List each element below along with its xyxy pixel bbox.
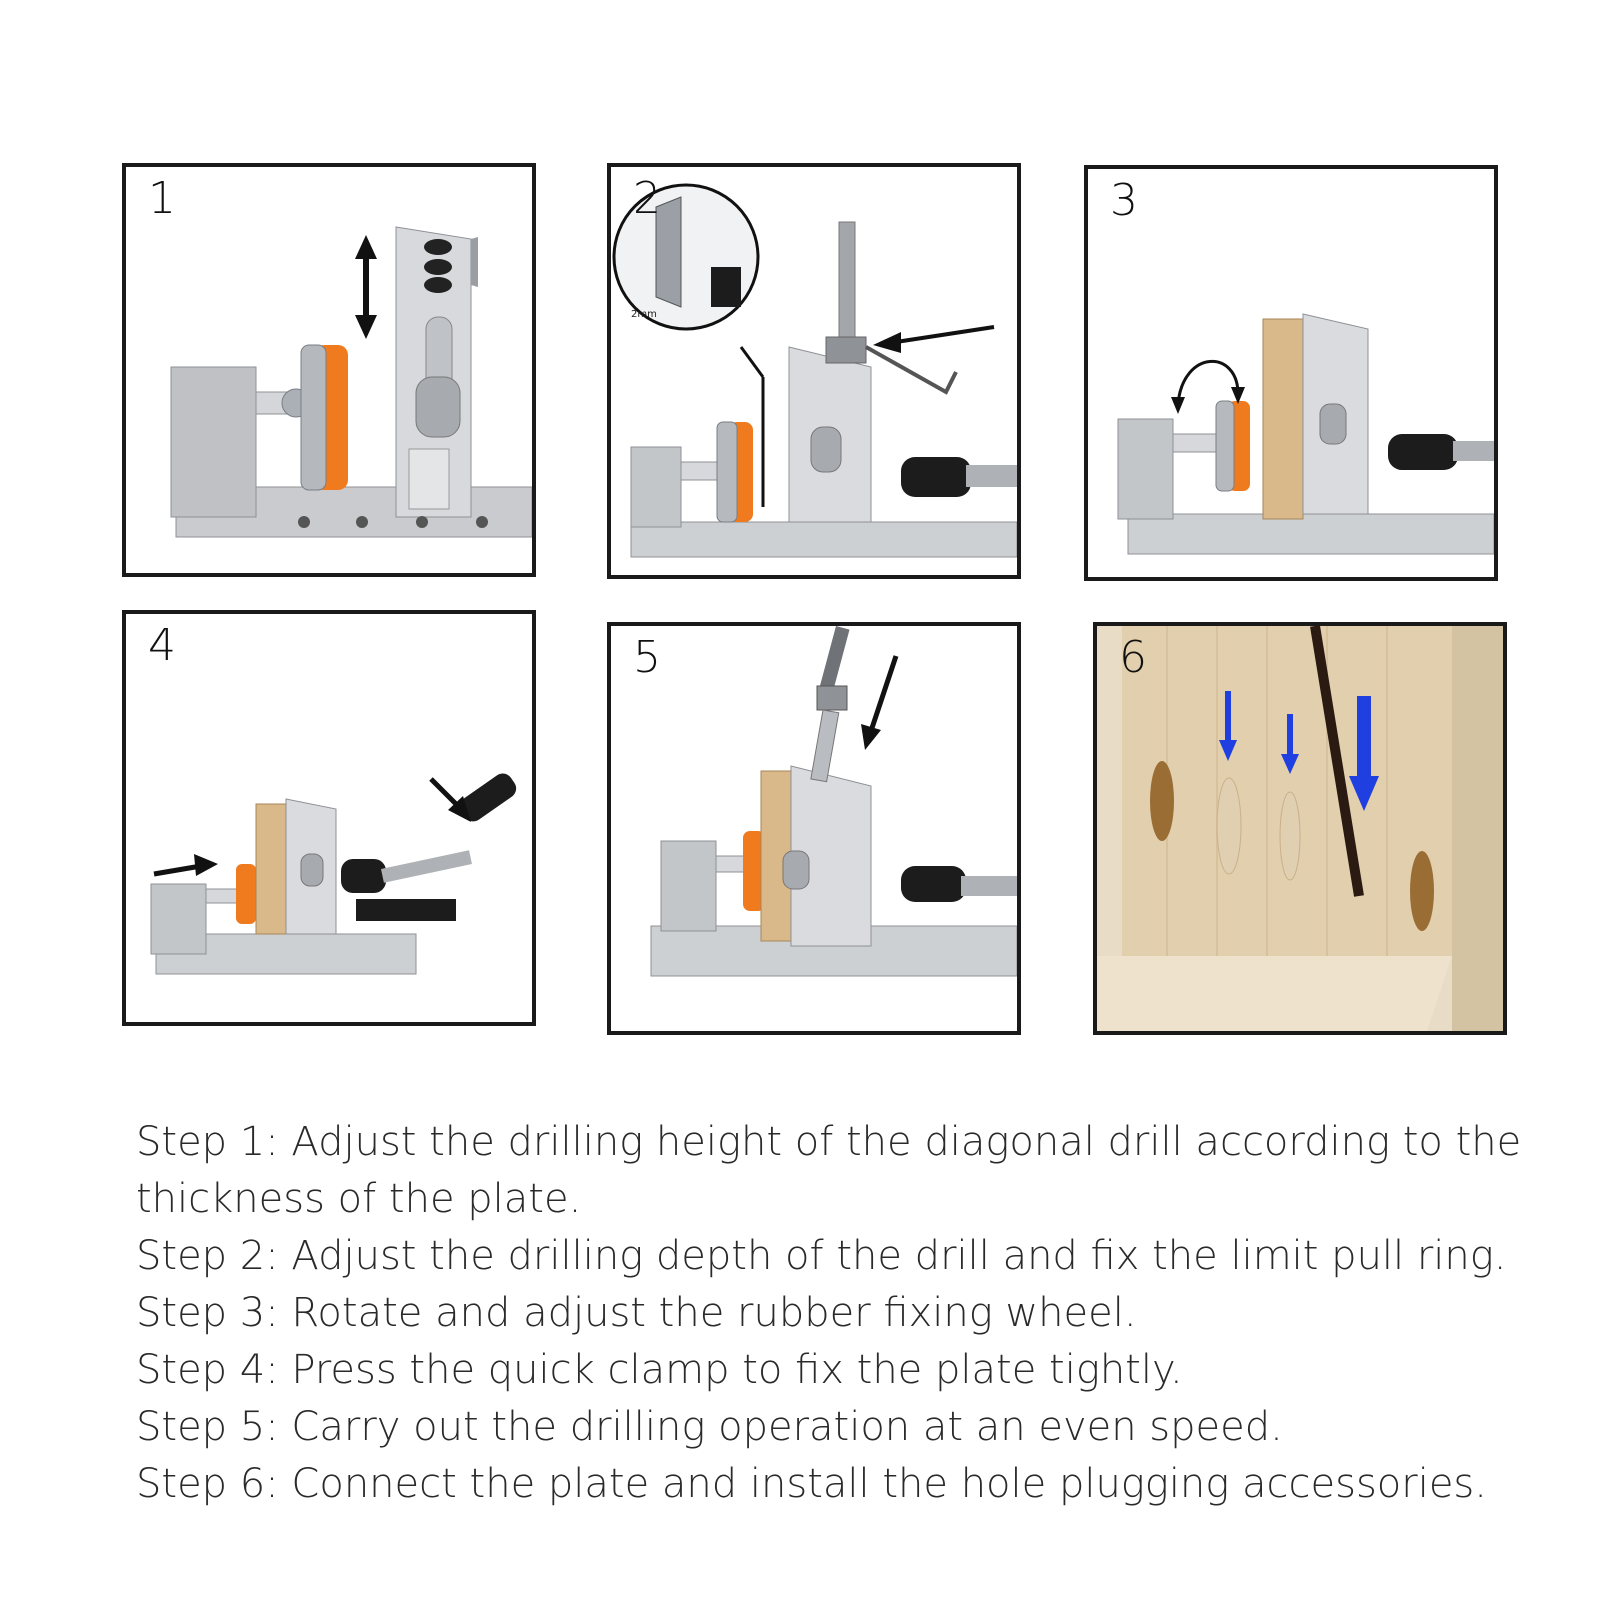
step-3-panel <box>1084 165 1498 581</box>
drilling-operation-illustration <box>611 626 1017 1031</box>
step-5-panel <box>607 622 1021 1035</box>
step-2-text: Step 2: Adjust the drilling depth of the drill and fix the limit pull ring. <box>136 1233 1507 1279</box>
step-6-text: Step 6: Connect the plate and install the hole plugging accessories. <box>136 1461 1487 1507</box>
drill-depth-illustration <box>611 167 1017 575</box>
plate-connection-illustration <box>1097 626 1503 1031</box>
step-4-text: Step 4: Press the quick clamp to fix the plate tightly. <box>136 1347 1183 1393</box>
panel-number: 5 <box>633 632 661 683</box>
panel-number: 4 <box>148 620 176 671</box>
step-1-panel <box>122 163 536 577</box>
quick-clamp-illustration <box>126 614 532 1022</box>
instruction-steps <box>136 1114 1556 1513</box>
step-2-panel <box>607 163 1021 579</box>
step-3-text: Step 3: Rotate and adjust the rubber fixing wheel. <box>136 1290 1137 1336</box>
step-4-panel <box>122 610 536 1026</box>
panel-number: 2 <box>633 173 661 224</box>
panel-number: 3 <box>1110 175 1138 226</box>
inset-scale-label: 2mm <box>631 309 657 320</box>
rubber-wheel-illustration <box>1088 169 1494 577</box>
panel-number: 1 <box>148 173 176 224</box>
panel-number: 6 <box>1119 632 1147 683</box>
step-5-text: Step 5: Carry out the drilling operation at an even speed. <box>136 1404 1283 1450</box>
step-6-panel <box>1093 622 1507 1035</box>
step-1-text: Step 1: Adjust the drilling height of the diagonal drill according to the thickness of the plate. <box>136 1119 1522 1222</box>
jig-height-illustration <box>126 167 532 573</box>
